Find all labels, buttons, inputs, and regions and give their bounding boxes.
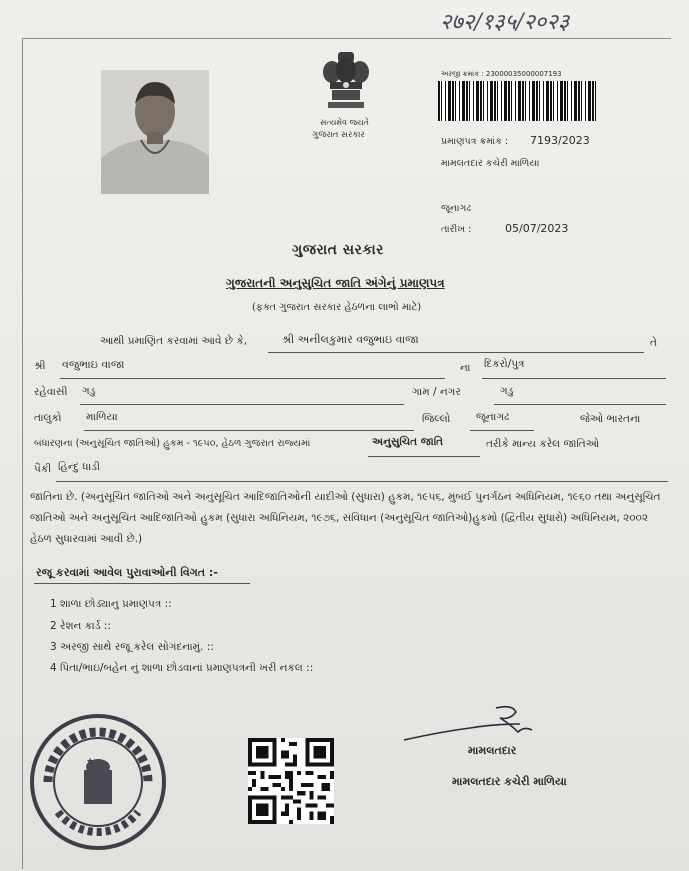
evidence-item: 2 રેશન કાર્ડ :: [50, 620, 111, 632]
line4-suffix: જેઓ ભારતના [580, 413, 641, 425]
evidence-item: 4 પિતા/ભાઇ/બહેન નું શાળા છોડવાનાં પ્રમાણપત્રની ખરી નકલ :: [50, 662, 314, 674]
national-emblem [318, 50, 374, 112]
relation-prefix: ના [460, 362, 471, 374]
resident: ગડુ [82, 385, 96, 397]
shri-label: શ્રી [34, 360, 46, 372]
emblem-motto: સત્યમેવ જયતે [320, 118, 369, 127]
relation: દિકરો/પુત્ર [484, 358, 525, 370]
evidence-heading: રજૂ કરવામાં આવેલ પુરાવાઓની વિગત :- [36, 566, 218, 579]
line1-prefix: આથી પ્રમાણિત કરવામાં આવે છે કે, [100, 335, 248, 347]
qr-code [248, 738, 334, 824]
signatory-title: મામલતદાર [468, 744, 517, 757]
svg-text:★: ★ [86, 757, 95, 767]
taluka: માળિયા [86, 411, 118, 423]
district: જૂનાગઢ [476, 411, 510, 423]
signatory-office: મામલતદાર કચેરી માળિયા [452, 775, 567, 788]
village: ગડુ [500, 385, 514, 397]
holder-name: શ્રી અનીલકુમાર વજુભાઇ વાજા [282, 333, 419, 346]
category: અનુસુચિત જાતિ [372, 436, 444, 448]
taluka-label: તાલુકો [34, 412, 62, 424]
signature [400, 702, 560, 750]
page-heading: ગુજરાત સરકાર [292, 242, 384, 258]
date-label: તારીખ : [441, 224, 472, 235]
line1-suffix: તે [650, 337, 657, 349]
barcode [438, 81, 596, 121]
line5-prefix: બંધારણના (અનુસૂચિત જાતિઓ) હુકમ - ૧૯૫૦, હેઠળ ગુજરાત રાજ્યમાં [34, 438, 311, 449]
certificate-subtitle: (ફક્ત ગુજરાત સરકાર હેઠળના લાભો માટે) [252, 302, 422, 313]
village-label: ગામ / નગર [412, 386, 461, 398]
issue-date: 05/07/2023 [505, 222, 569, 235]
line5-suffix: તરીકે માન્ય કરેલ જાતિઓ [486, 438, 600, 450]
caste-prefix: પૈકી [34, 463, 52, 475]
certificate-no-label: પ્રમાણપત્ર ક્રમાંક : [441, 136, 509, 147]
caste: હિન્દુ ધાડી [58, 461, 100, 473]
barcode-label: અરજી ક્રમાંક : 23000035000007193 [441, 70, 562, 78]
handwritten-reference: २७२/१३५/२०२३ [440, 10, 570, 35]
district-top: જૂનાગઢ [441, 203, 472, 214]
emblem-govt-name: ગુજરાત સરકાર [312, 130, 365, 140]
office-seal [28, 712, 168, 852]
resident-label: રહેવાસી [34, 386, 68, 398]
certificate-no: 7193/2023 [530, 134, 590, 147]
applicant-photo [101, 70, 209, 194]
father-name: વજુભાઇ વાજા [62, 358, 125, 371]
legal-paragraph: જાતિના છે. (અનુસૂચિત જાતિઓ અને અનુસૂચિત આદિજાતિઓની યાદીઓ (સુધારા) હુકમ, ૧૯૫૬, મુંબઈ પુનર્ગઠન અધિનિયમ, ૧૯૬૦ તથા અનુસૂચિત જાતિઓ અને અનુસૂચિત આદિજાતિઓ હુકમ (સુધારા અધિનિયમ, ૧૯૭૬, સંવિધાન (અનુસૂચિત જાતિઓ)હુકમો (દ્વિતીય સુધારો) અધિનિયમ, ૨૦૦૨ હેઠળ સુધારવામાં આવી છે.) [30, 491, 661, 545]
district-label: જિલ્લો [422, 413, 451, 425]
issuing-office: મામલતદાર કચેરી માળિયા [441, 158, 540, 169]
evidence-item: 1 શાળા છોડ્યાનુ પ્રમાણપત્ર :: [50, 598, 172, 610]
evidence-item: 3 અરજી સાથે રજૂ કરેલ સોગંદનામું. :: [50, 641, 214, 653]
certificate-title: ગુજરાતની અનુસુચિત જાતિ અંગેનું પ્રમાણપત્ર [226, 276, 445, 290]
